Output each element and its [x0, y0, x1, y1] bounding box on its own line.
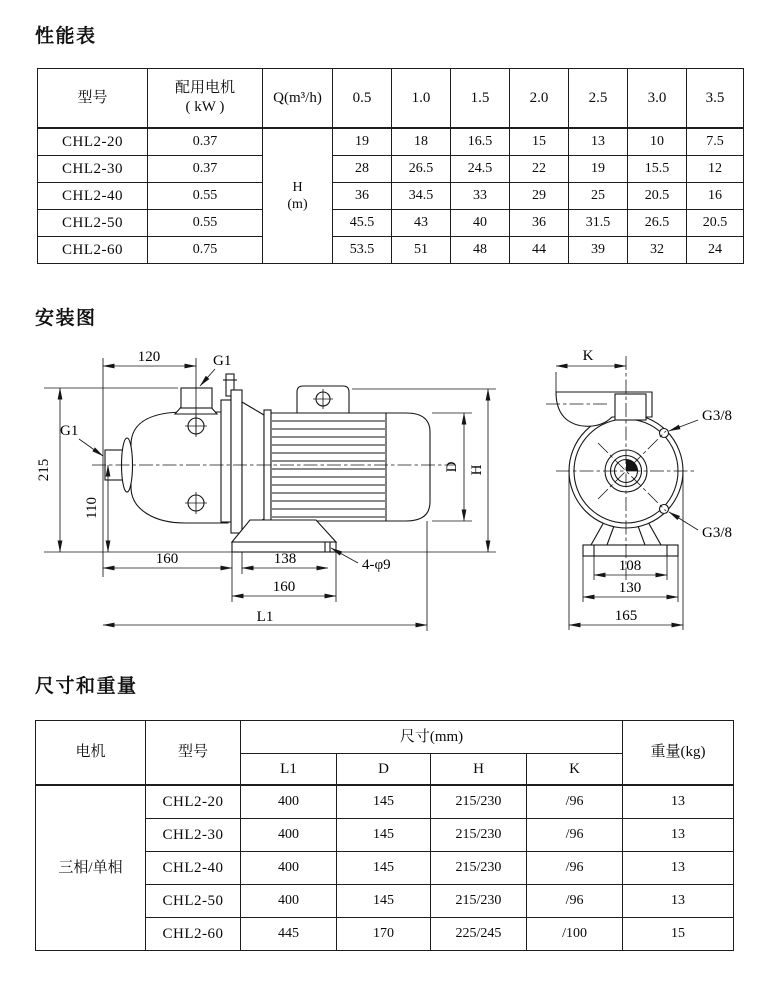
- cell-d: 145: [337, 819, 431, 852]
- cell-h: 215/230: [431, 819, 527, 852]
- cell-head: 25: [569, 183, 628, 210]
- table-row: [36, 785, 734, 819]
- installation-diagram: [0, 340, 780, 645]
- port-label-g1-left: G1: [60, 423, 79, 439]
- lantern-plate: [231, 390, 242, 533]
- cell-head: 24.5: [451, 156, 510, 183]
- cell-head: 28: [333, 156, 392, 183]
- header-l1: L1: [241, 754, 337, 786]
- cell-weight: 13: [623, 852, 734, 885]
- cell-model: CHL2-60: [146, 918, 241, 951]
- cell-head: 16: [687, 183, 744, 210]
- header-flow-value: 2.5: [569, 69, 628, 129]
- cell-power: 0.55: [148, 210, 263, 237]
- cell-head: 13: [569, 128, 628, 156]
- cell-k: /96: [527, 819, 623, 852]
- header-flow-value: 1.5: [451, 69, 510, 129]
- cell-d: 145: [337, 852, 431, 885]
- pump-head-plate: [221, 400, 231, 522]
- dim-label-160-left: 160: [155, 551, 179, 567]
- cell-d: 145: [337, 785, 431, 819]
- performance-header-row: [38, 69, 744, 129]
- port-label-g1-top: G1: [213, 353, 232, 369]
- dim-label-160-bottom: 160: [272, 579, 296, 595]
- cell-h: 225/245: [431, 918, 527, 951]
- header-weight: 重量(kg): [623, 721, 734, 786]
- section-title-dimensions: 尺寸和重量: [35, 676, 138, 697]
- dim-label-D: D: [444, 461, 460, 473]
- dim-label-H: H: [469, 464, 485, 476]
- cell-head: 7.5: [687, 128, 744, 156]
- cell-model: CHL2-30: [146, 819, 241, 852]
- header-flow: Q(m³/h): [263, 69, 333, 129]
- end-view: [546, 348, 732, 630]
- cell-head: 26.5: [628, 210, 687, 237]
- cell-head: 53.5: [333, 237, 392, 264]
- foot-plate: [583, 545, 678, 556]
- cell-l1: 445: [241, 918, 337, 951]
- cell-power: 0.37: [148, 128, 263, 156]
- cell-head: 29: [510, 183, 569, 210]
- table-row: [38, 183, 744, 210]
- dim-label-110: 110: [84, 497, 100, 519]
- cell-l1: 400: [241, 819, 337, 852]
- cell-model: CHL2-50: [38, 210, 148, 237]
- cell-h: 215/230: [431, 852, 527, 885]
- discharge-port-block: [615, 394, 646, 420]
- cell-head: 16.5: [451, 128, 510, 156]
- cell-head: 31.5: [569, 210, 628, 237]
- table-row: [38, 156, 744, 183]
- motor-face: [264, 410, 271, 524]
- dim-label-K: K: [582, 348, 594, 364]
- cell-head: 32: [628, 237, 687, 264]
- cell-k: /96: [527, 852, 623, 885]
- cell-weight: 13: [623, 819, 734, 852]
- cell-head: 48: [451, 237, 510, 264]
- cell-model: CHL2-40: [146, 852, 241, 885]
- cell-head: 15.5: [628, 156, 687, 183]
- header-flow-value: 3.0: [628, 69, 687, 129]
- cell-head: 43: [392, 210, 451, 237]
- cell-head: 33: [451, 183, 510, 210]
- header-model: 型号: [38, 69, 148, 129]
- dim-label-215: 215: [36, 458, 52, 482]
- performance-table: [37, 68, 744, 264]
- cell-weight: 13: [623, 785, 734, 819]
- cell-head: 19: [569, 156, 628, 183]
- dimension-header-row1: [36, 721, 734, 754]
- cell-head-unit: [263, 128, 333, 264]
- cell-head: 39: [569, 237, 628, 264]
- header-h: H: [431, 754, 527, 786]
- header-model: 型号: [146, 721, 241, 786]
- cell-head: 44: [510, 237, 569, 264]
- header-k: K: [527, 754, 623, 786]
- cell-power: 0.75: [148, 237, 263, 264]
- cell-d: 170: [337, 918, 431, 951]
- header-size-group: 尺寸(mm): [241, 721, 623, 754]
- cell-model: CHL2-60: [38, 237, 148, 264]
- cell-head: 26.5: [392, 156, 451, 183]
- dim-label-165: 165: [614, 608, 638, 624]
- dim-label-138: 138: [273, 551, 297, 567]
- header-d: D: [337, 754, 431, 786]
- cell-l1: 400: [241, 785, 337, 819]
- cell-motor-type: 三相/单相: [36, 785, 146, 951]
- cell-head: 19: [333, 128, 392, 156]
- cell-model: CHL2-20: [38, 128, 148, 156]
- cell-k: /96: [527, 885, 623, 918]
- header-motor: [148, 69, 263, 129]
- dimension-weight-table: [35, 720, 734, 951]
- table-row: [38, 237, 744, 264]
- header-motor-line1: 配用电机: [174, 80, 235, 97]
- cell-head: 45.5: [333, 210, 392, 237]
- base-support: [232, 520, 336, 542]
- dim-label-L1: L1: [256, 609, 274, 625]
- table-row: [38, 128, 744, 156]
- motor-adapter: [242, 402, 264, 531]
- cell-head: 34.5: [392, 183, 451, 210]
- cell-head: 36: [333, 183, 392, 210]
- cell-model: CHL2-40: [38, 183, 148, 210]
- cell-d: 145: [337, 885, 431, 918]
- holes-label-4xd9: 4-φ9: [362, 557, 391, 573]
- cell-h: 215/230: [431, 785, 527, 819]
- cell-weight: 13: [623, 885, 734, 918]
- cell-head: 51: [392, 237, 451, 264]
- cell-weight: 15: [623, 918, 734, 951]
- cell-head: 20.5: [628, 183, 687, 210]
- cell-h: 215/230: [431, 885, 527, 918]
- cell-head: 20.5: [687, 210, 744, 237]
- header-motor: 电机: [36, 721, 146, 786]
- head-unit-line1: H: [292, 179, 303, 195]
- cell-head: 15: [510, 128, 569, 156]
- cell-k: /100: [527, 918, 623, 951]
- plug-label-g38-bottom: G3/8: [702, 525, 732, 541]
- header-flow-value: 1.0: [392, 69, 451, 129]
- cell-l1: 400: [241, 852, 337, 885]
- header-flow-value: 0.5: [333, 69, 392, 129]
- plug-label-g38-top: G3/8: [702, 408, 732, 424]
- header-flow-value: 3.5: [687, 69, 744, 129]
- head-unit-line2: (m): [287, 197, 308, 212]
- dim-label-130: 130: [618, 580, 642, 596]
- pump-body: [131, 412, 228, 523]
- header-motor-line2: ( kW ): [185, 99, 225, 115]
- cell-head: 36: [510, 210, 569, 237]
- side-view: [36, 349, 496, 631]
- cell-model: CHL2-30: [38, 156, 148, 183]
- dim-label-120: 120: [137, 349, 161, 365]
- dim-label-108: 108: [618, 558, 642, 574]
- cell-head: 24: [687, 237, 744, 264]
- cell-power: 0.37: [148, 156, 263, 183]
- cell-head: 18: [392, 128, 451, 156]
- section-title-installation: 安装图: [35, 308, 97, 329]
- top-port: [181, 388, 212, 408]
- cell-l1: 400: [241, 885, 337, 918]
- header-flow-value: 2.0: [510, 69, 569, 129]
- cell-head: 22: [510, 156, 569, 183]
- cell-k: /96: [527, 785, 623, 819]
- section-title-performance: 性能表: [35, 26, 97, 47]
- cell-head: 40: [451, 210, 510, 237]
- cell-model: CHL2-50: [146, 885, 241, 918]
- cell-power: 0.55: [148, 183, 263, 210]
- cell-model: CHL2-20: [146, 785, 241, 819]
- cell-head: 10: [628, 128, 687, 156]
- table-row: [38, 210, 744, 237]
- cell-head: 12: [687, 156, 744, 183]
